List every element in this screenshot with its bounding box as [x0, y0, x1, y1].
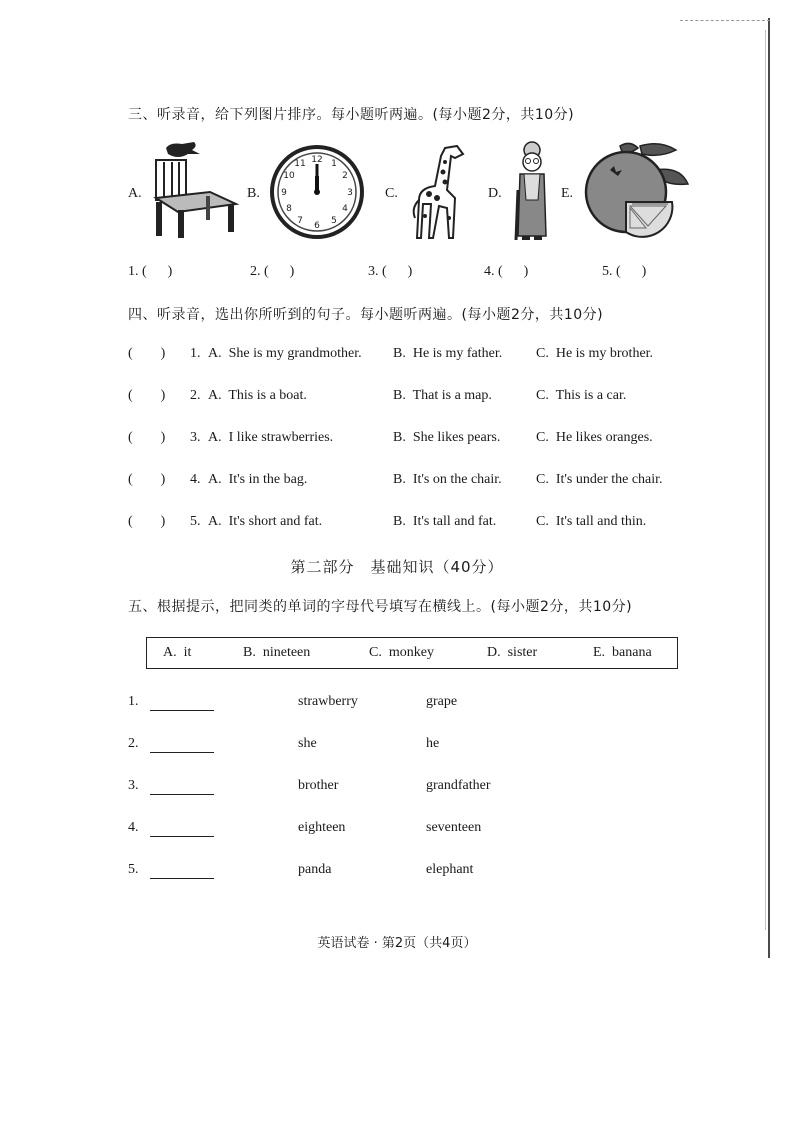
answer-slot-1[interactable]: 1. ( )	[128, 264, 173, 279]
chair-with-bird-icon	[148, 140, 240, 240]
option-c: C. He likes oranges.	[536, 430, 653, 445]
word-1: strawberry	[298, 694, 358, 709]
question-row-5	[128, 514, 698, 534]
option-c: C. It's tall and thin.	[536, 514, 647, 529]
svg-text:8: 8	[286, 204, 292, 214]
word-2: he	[426, 736, 440, 751]
answer-blank[interactable]	[150, 836, 214, 837]
picture-letter-e: E.	[561, 186, 574, 201]
question-number: 3.	[190, 430, 201, 445]
option-b: B. That is a map.	[393, 388, 492, 403]
svg-text:10: 10	[283, 171, 295, 181]
svg-text:9: 9	[281, 188, 287, 198]
option-a: A. It's in the bag.	[208, 472, 308, 487]
word-1: eighteen	[298, 820, 346, 835]
svg-text:2: 2	[342, 171, 348, 181]
option-a: A. This is a boat.	[208, 388, 307, 403]
answer-bracket[interactable]: ( )	[128, 346, 166, 361]
svg-text:4: 4	[342, 204, 348, 214]
answer-slot-3[interactable]: 3. ( )	[368, 264, 413, 279]
section5-title: 五、根据提示，把同类的单词的字母代号填写在横线上。(每小题2分，共10分)	[128, 599, 633, 615]
section4-title: 四、听录音，选出你所听到的句子。每小题听两遍。(每小题2分，共10分)	[128, 307, 604, 323]
option-a: A. She is my grandmother.	[208, 346, 362, 361]
section3-answers	[128, 264, 688, 284]
option-c: C. He is my brother.	[536, 346, 654, 361]
word-2: elephant	[426, 862, 474, 877]
svg-text:7: 7	[297, 216, 303, 226]
answer-slot-2[interactable]: 2. ( )	[250, 264, 295, 279]
option-b: B. He is my father.	[393, 346, 503, 361]
word-1: she	[298, 736, 317, 751]
picture-letter-a: A.	[128, 186, 142, 201]
word-option-d: D. sister	[487, 645, 538, 660]
fill-row-2	[128, 736, 628, 758]
option-b: B. It's tall and fat.	[393, 514, 497, 529]
section3-title: 三、听录音，给下列图片排序。每小题听两遍。(每小题2分，共10分)	[128, 107, 575, 123]
answer-blank[interactable]	[150, 794, 214, 795]
word-2: grape	[426, 694, 458, 709]
word-option-b: B. nineteen	[243, 645, 311, 660]
word-option-c: C. monkey	[369, 645, 434, 660]
question-number: 4.	[190, 472, 201, 487]
answer-blank[interactable]	[150, 710, 214, 711]
picture-letter-b: B.	[247, 186, 260, 201]
word-options-box	[146, 637, 678, 669]
question-row-3	[128, 430, 698, 450]
option-c: C. It's under the chair.	[536, 472, 663, 487]
question-number: 2.	[190, 388, 201, 403]
grandmother-icon	[508, 140, 554, 242]
word-1: panda	[298, 862, 332, 877]
word-2: seventeen	[426, 820, 482, 835]
fill-row-3	[128, 778, 628, 800]
orange-icon	[580, 140, 690, 240]
row-number: 4.	[128, 820, 139, 835]
answer-blank[interactable]	[150, 752, 214, 753]
page-footer: 英语试卷 · 第2页（共4页）	[317, 936, 477, 951]
part2-title: 第二部分 基础知识（40分）	[290, 558, 504, 576]
row-number: 5.	[128, 862, 139, 877]
answer-bracket[interactable]: ( )	[128, 514, 166, 529]
option-a: A. I like strawberries.	[208, 430, 334, 445]
page-edge-shadow	[765, 30, 766, 930]
svg-text:11: 11	[294, 159, 306, 169]
page-edge-line	[768, 18, 770, 958]
question-number: 5.	[190, 514, 201, 529]
answer-bracket[interactable]: ( )	[128, 388, 166, 403]
answer-slot-4[interactable]: 4. ( )	[484, 264, 529, 279]
answer-blank[interactable]	[150, 878, 214, 879]
answer-bracket[interactable]: ( )	[128, 430, 166, 445]
option-c: C. This is a car.	[536, 388, 627, 403]
svg-text:1: 1	[331, 159, 337, 169]
fill-row-4	[128, 820, 628, 842]
row-number: 3.	[128, 778, 139, 793]
fill-row-1	[128, 694, 628, 716]
answer-slot-5[interactable]: 5. ( )	[602, 264, 647, 279]
answer-bracket[interactable]: ( )	[128, 472, 166, 487]
word-option-a: A. it	[163, 645, 192, 660]
question-row-4	[128, 472, 698, 492]
svg-text:5: 5	[331, 216, 337, 226]
question-row-1	[128, 346, 698, 366]
word-option-e: E. banana	[593, 645, 652, 660]
option-b: B. It's on the chair.	[393, 472, 502, 487]
svg-text:12: 12	[311, 155, 323, 165]
scan-mark	[680, 20, 770, 22]
option-a: A. It's short and fat.	[208, 514, 323, 529]
word-1: brother	[298, 778, 339, 793]
option-b: B. She likes pears.	[393, 430, 501, 445]
word-2: grandfather	[426, 778, 491, 793]
svg-text:6: 6	[314, 221, 320, 231]
giraffe-icon	[405, 142, 471, 242]
question-number: 1.	[190, 346, 201, 361]
picture-letter-c: C.	[385, 186, 398, 201]
question-row-2	[128, 388, 698, 408]
row-number: 2.	[128, 736, 139, 751]
clock-icon	[268, 144, 366, 240]
picture-letter-d: D.	[488, 186, 502, 201]
fill-row-5	[128, 862, 628, 884]
svg-text:3: 3	[347, 188, 353, 198]
row-number: 1.	[128, 694, 139, 709]
